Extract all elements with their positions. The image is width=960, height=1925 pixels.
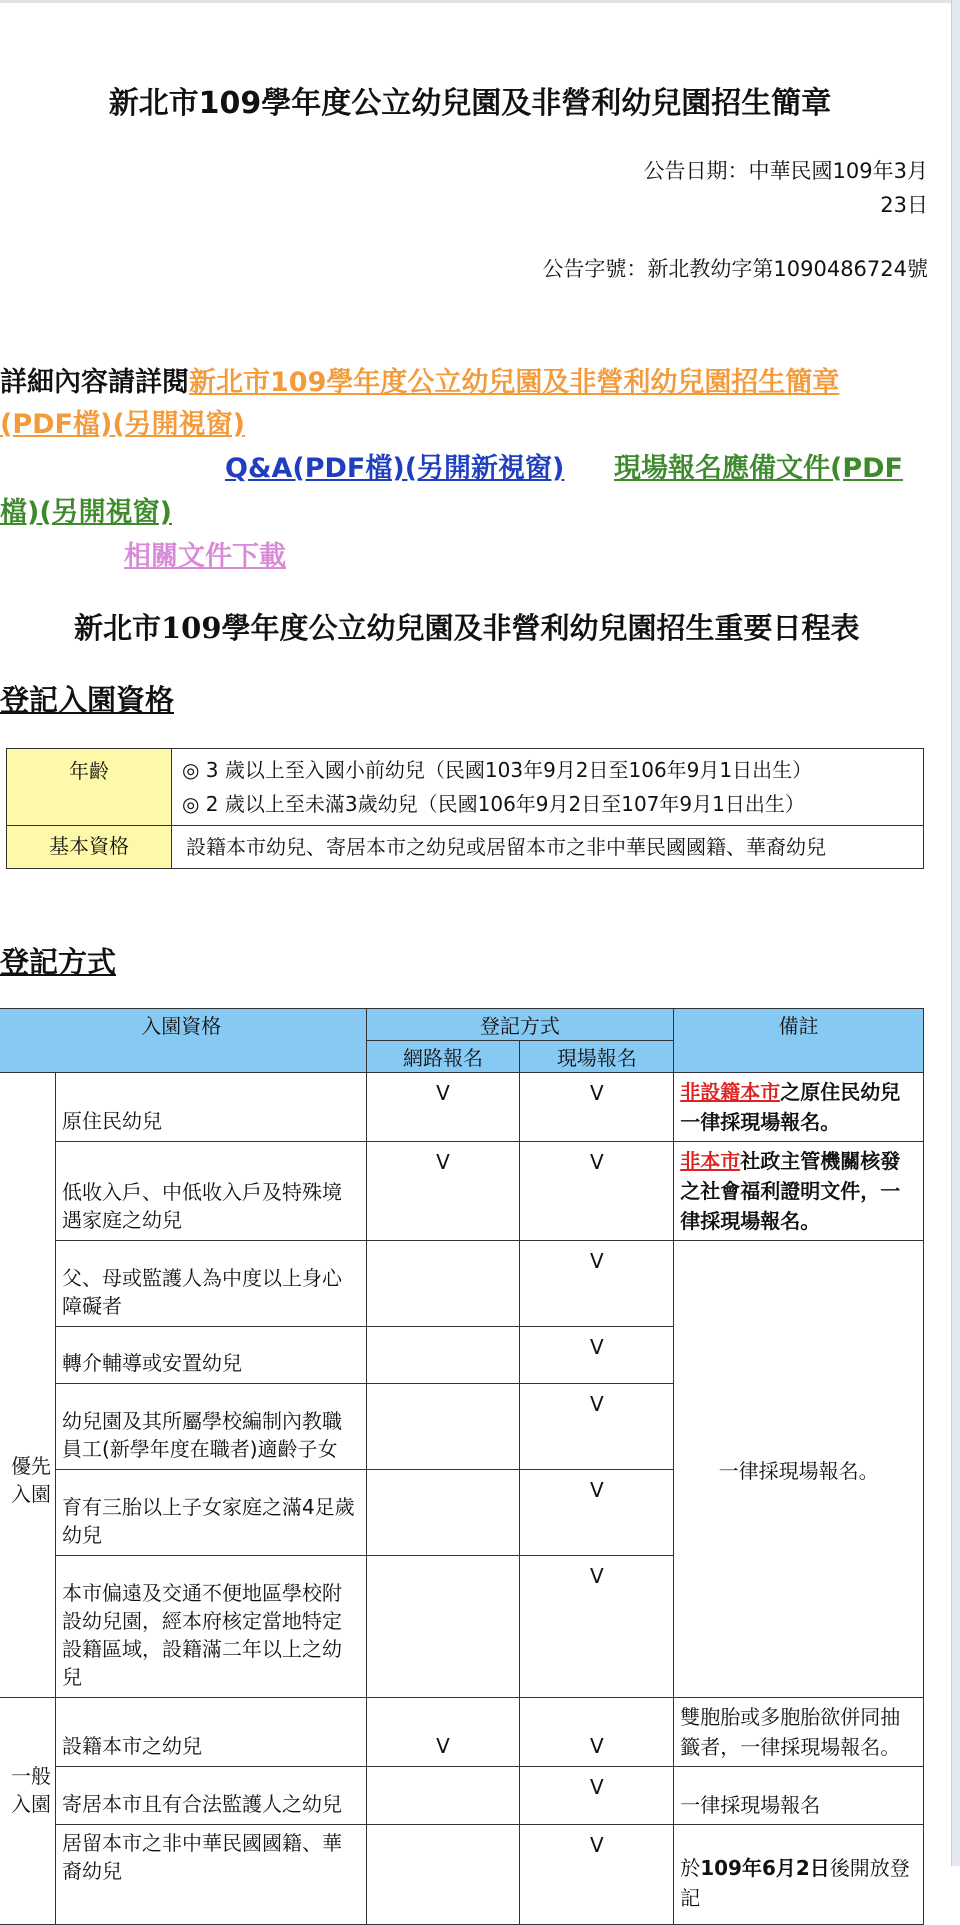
group-priority: 優先 入園 [0,1073,55,1698]
table-row: 育有三胎以上子女家庭之滿4足歲幼兒 V [0,1470,924,1556]
scrollbar[interactable] [951,0,960,1866]
note-indigenous: 非設籍本市之原住民幼兒一律採現場報名。 [674,1073,924,1142]
section-method: 登記方式 [0,945,117,979]
note-residing: 一律採現場報名 [674,1767,924,1825]
table-row: 父、母或監護人為中度以上身心障礙者 V 一律採現場報名。 [0,1241,924,1327]
header-method: 登記方式 [366,1009,674,1041]
table-row: 低收入戶、中低收入戶及特殊境遇家庭之幼兒 V V 非本市社政主管機關核發之社會福利證明文件，一律採現場報名。 [0,1142,924,1241]
qa-link[interactable]: Q&A(PDF檔)(另開新視窗) [225,453,565,484]
basic-value: 設籍本市幼兒、寄居本市之幼兒或居留本市之非中華民國國籍、華裔幼兒 [172,826,924,869]
downloads-link[interactable]: 相關文件下載 [124,541,286,572]
announce-doc-number: 公告字號：新北教幼字第1090486724號 [542,257,928,281]
basic-label: 基本資格 [7,826,172,869]
age-label: 年齡 [7,749,172,826]
onsite-docs-link[interactable]: 現場報名應備文件(PDF [614,453,903,484]
table-row: 幼兒園及其所屬學校編制內教職員工(新學年度在職者)適齡子女 V [0,1384,924,1470]
table-row: 本市偏遠及交通不便地區學校附設幼兒園，經本府核定當地特定設籍區域，設籍滿二年以上之幼兒 V [0,1556,924,1698]
eligibility-table [6,748,924,869]
brochure-link-cont[interactable]: (PDF檔)(另開視窗) [0,409,246,440]
header-onsite: 現場報名 [520,1041,674,1073]
header-qualification: 入園資格 [0,1009,366,1073]
table-row: 優先 入園 原住民幼兒 V V 非設籍本市之原住民幼兒一律採現場報名。 [0,1073,924,1142]
note-twins: 雙胞胎或多胞胎欲併同抽籤者，一律採現場報名。 [674,1698,924,1767]
note-low-income: 非本市社政主管機關核發之社會福利證明文件，一律採現場報名。 [674,1142,924,1241]
onsite-docs-link-cont[interactable]: 檔)(另開視窗) [0,497,173,528]
schedule-title: 新北市109學年度公立幼兒園及非營利幼兒園招生重要日程表 [74,611,860,645]
method-table [0,1008,924,1925]
header-online: 網路報名 [366,1041,520,1073]
group-general: 一般 入園 [0,1698,55,1925]
brochure-link[interactable]: 新北市109學年度公立幼兒園及非營利幼兒園招生簡章 [189,367,840,398]
header-note: 備註 [674,1009,924,1073]
announce-date: 公告日期：中華民國109年3月 23日 [643,159,928,217]
links-prefix: 詳細內容請詳閱 [0,367,189,398]
section-eligibility: 登記入園資格 [0,683,175,717]
table-row: 寄居本市且有合法監護人之幼兒 V 一律採現場報名 [0,1767,924,1825]
note-foreign: 於109年6月2日後開放登記 [674,1825,924,1925]
table-row: 一般 入園 設籍本市之幼兒 V V 雙胞胎或多胞胎欲併同抽籤者，一律採現場報名。 [0,1698,924,1767]
note-onsite-only: 一律採現場報名。 [674,1241,924,1698]
page-title: 新北市109學年度公立幼兒園及非營利幼兒園招生簡章 [108,86,832,121]
age-value: ◎ 3 歲以上至入國小前幼兒（民國103年9月2日至106年9月1日出生） ◎ 2 歲以上至未滿3歲幼兒（民國106年9月2日至107年9月1日出生） [172,749,924,826]
table-row: 居留本市之非中華民國國籍、華裔幼兒 V 於109年6月2日後開放登記 [0,1825,924,1925]
table-row: 轉介輔導或安置幼兒 V [0,1327,924,1384]
